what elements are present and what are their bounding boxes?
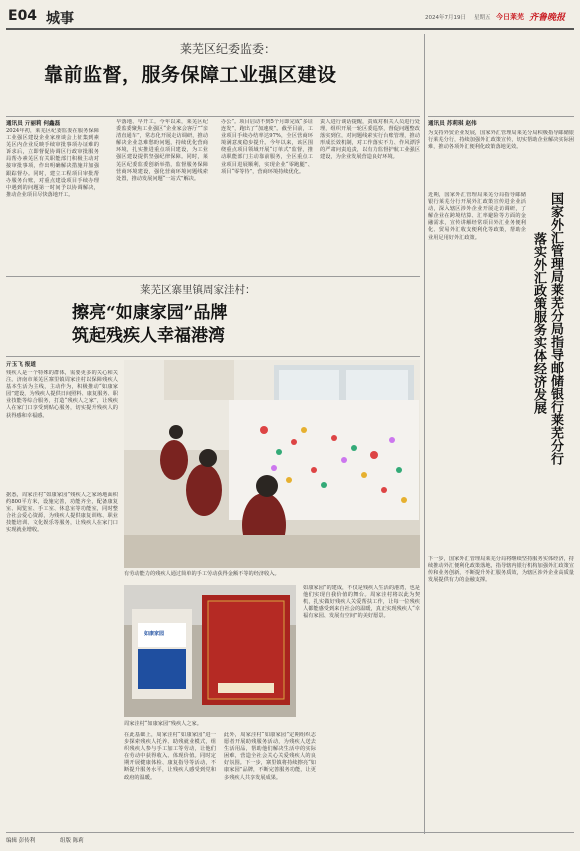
story1-byline: 通讯员 亓丽莉 何鑫磊 (6, 121, 61, 127)
issue-weekday: 星期五 (474, 15, 491, 21)
page-number: E04 (8, 8, 38, 24)
story2-col2: 据悉，周家洼村“如康家园”残疾人之家场地面积约800平方米，设施完善，功能齐全，配备康复室、阅览室、手工室、休息室等功能室，同时整合社会爱心资源，为残疾人提供康复训练、职业技能培训、文化娱乐等服务，让残疾人在家门口实现就业增收。 (6, 492, 118, 534)
story2-headline-line1: 擦亮“如康家园”品牌 (72, 303, 228, 323)
photo2-caption: 周家洼村“如康家园”残疾人之家。 (124, 721, 202, 727)
footer-editor: 编辑 彭传利 (6, 838, 36, 844)
story3-lead: 为支持外贸企业发展，国家外汇管理局莱芜分局积极指导邮储银行莱芜分行，持续加强外汇政策宣传，切实帮助企业解决实际困难，推动各项外汇便利化政策落地见效。 (428, 130, 574, 151)
story2-col5: 如康家园”的建成，不仅是残疾人生活的港湾，也是他们实现自我价值的舞台。周家洼村将以此为契机，扎实做好残疾人关爱帮扶工作，让每一位残疾人都能感受到来自社会的温暖，真正实现残疾人“幸福有家园、发展有空间”的美好愿景。 (303, 585, 420, 620)
story1-kicker: 莱芜区纪委监委： (180, 42, 277, 56)
story2-col4: 此外，周家洼村“如康家园”定期组织志愿者开展助残服务活动，为残疾人送去生活用品，帮助他们解决生活中的实际困难，营造全社会关心关爱残疾人的良好氛围。下一步，寨里镇将持续擦亮“如康家园”品牌，不断完善服务功能，让更多残疾人共享发展成果。 (224, 732, 316, 781)
paper-section-name: 今日莱芜 (496, 12, 524, 21)
footer-rule (6, 832, 574, 833)
story3-byline: 通讯员 苏莉琪 赵伟 (428, 121, 477, 127)
story1-col4: 责人进行谈话提醒，责成对相关人员进行处理，组织开展一轮区委巡察，督促问题整改落实到位，对问题线索实行台账管理，推动形成长效机制，对工作落实不力、作风漂浮的严肃问责追责，以有力监督护航工业强区建设，为企业发展营造良好环境。 (320, 119, 420, 161)
story2-col1: 残疾人是一个特殊的群体，需要更多的关心和关注。济南市莱芜区寨里镇周家洼村以保障残疾人基本生活为主线，主动作为，积极推动“如康家园”建设，为残疾人提供日间照料、康复服务、职业技能等综合服务，打造“残疾人之家”，让残疾人在家门口享受到贴心服务，切实提升残疾人的获得感和幸福感。 (6, 370, 118, 419)
photo1-caption: 有劳动能力的残疾人通过简单的手工劳动获得金额不等的经济收入。 (124, 571, 280, 577)
photo-handicraft-workshop (124, 360, 420, 568)
newspaper-logo: 齐鲁晚报 (529, 13, 566, 23)
story3-col1: 近期，国家外汇管理局莱芜分局指导邮储银行莱芜分行开展外汇政策宣传进企业活动，深入辖区涉外企业开展走访调研，了解企业在跨境结算、汇率避险等方面的金融需求，宣传讲解经常项目外汇业务便利化、贸易外汇收支便利化等政策，帮助企业用足用好外汇政策。 (428, 192, 526, 241)
story2-col3: 在此基础上，周家洼村“如康家园”进一步探索残疾人托养、助残就业模式，组织残疾人参与手工加工等劳动，让他们在劳动中获得收入、体现价值。同时定期开展健康体检、康复指导等活动，不断提升服务水平，让残疾人感受到党和政府的温暖。 (124, 732, 216, 781)
story1-headline: 靠前监督，服务保障工业强区建设 (44, 64, 337, 86)
sign-rukang-home: 如康家园 (144, 631, 165, 637)
header-rule (6, 28, 574, 30)
story1-col2: 早落地、早开工。今年以来，莱芜区纪委监委聚焦工业强区“企业家会客厅”“亲清直通车”，常态化开展走访调研，推动解决企业急难愁盼问题，持续优化营商环境，扎实推进重点项目建设，为工业强区建设提供坚强纪律保障。同时，莱芜区纪委监委创新举措，监督服务保障营商环境建设，强化营商环境问题线索处置，推动发展问题“一站式”解决。 (116, 119, 208, 182)
story1-col1: 2024年初，莱芜区纪委监委在服务保障工业强区建设企业家座谈会上征集到素芜区内企业反映手续审批事项办证难的诉求后，立即督促协调区行政审批服务局帮办素芜区有关职能部门积极主动对接审批事项，作出明确解决措施并加强跟踪督办。同时，建立工程项目审批帮办服务台账，对重点建设项目手续办理中遇到的问题第一时间予以协调解决，推动企业项目尽快落地开工。 (6, 128, 99, 198)
story2-byline: 亓玉飞 报道 (6, 362, 36, 368)
photo-rukang-home-sign (124, 585, 296, 717)
story2-headline-line2: 筑起残疾人幸福港湾 (72, 326, 225, 346)
footer-designer: 组版 陈莉 (60, 838, 84, 844)
story3-col2: 下一步，国家外汇管理局莱芜分局将继续坚持服务实体经济，持续推动外汇便利化政策落地，指导辖内银行机构加强外汇政策宣传和业务创新，不断提升外汇服务质效，为辖区涉外企业高质量发展提供有力的金融支撑。 (428, 556, 574, 584)
story3-headline-b: 落实外汇政策服务实体经济发展 (531, 232, 546, 414)
right-column-divider (424, 34, 425, 834)
page-header (0, 0, 580, 30)
story3-headline-a: 国家外汇管理局莱芜分局指导邮储银行莱芜分行 (548, 192, 563, 465)
section-name: 城事 (46, 11, 74, 27)
story1-col3: 办公”。项目启动不到5个月即完成“多证连发”，跑出了“加速度”。截至目前，工业项目手续办结率达97%，全区营商环境满意度稳步提升。今年以来，该区围绕重点项目领域开展“订单式”监督，推动职能部门主动靠前服务，全区重点工业项目进展顺利，实现企业“零跑腿”、项目“零等待”，营商环境持续优化。 (221, 119, 313, 175)
issue-date: 2024年7月19日 (425, 15, 466, 21)
story2-kicker: 莱芜区寨里镇周家洼村： (140, 284, 256, 296)
